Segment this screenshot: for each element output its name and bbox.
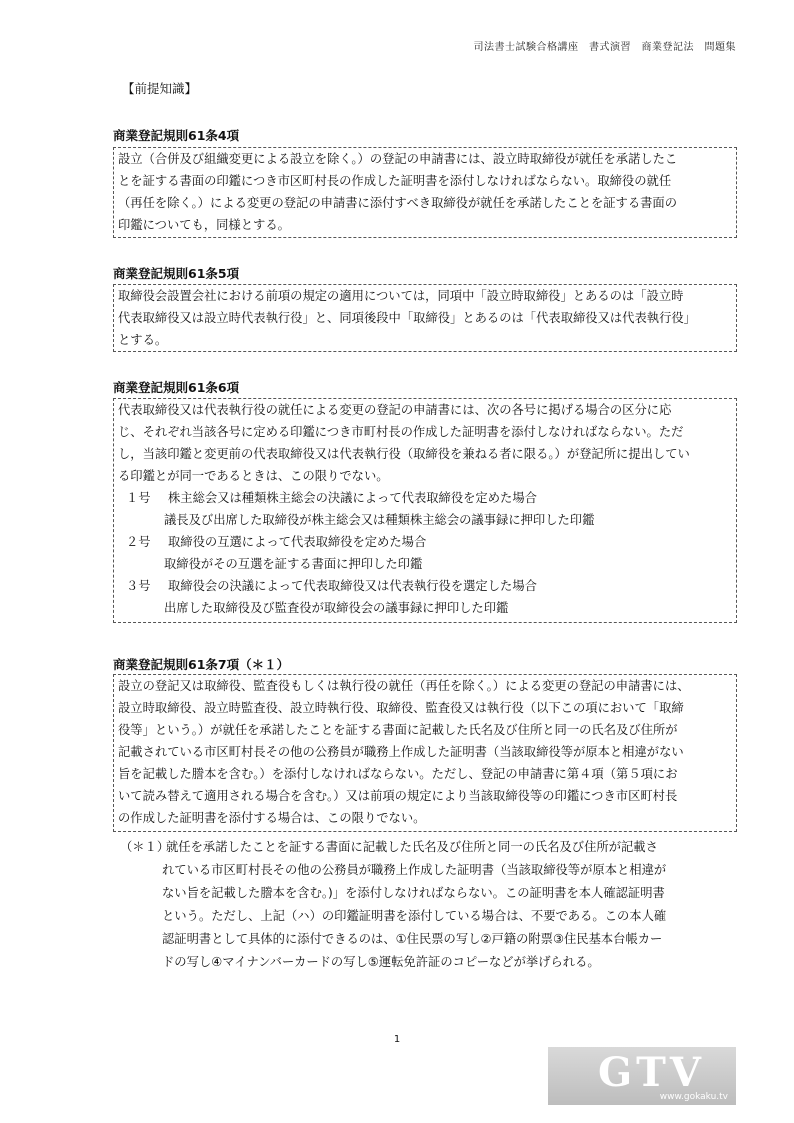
rule-line: る印鑑とが同一であるときは、この限りでない。	[118, 469, 389, 483]
rule-item	[118, 487, 732, 509]
section-label: 【前提知識】	[122, 81, 198, 96]
footnote-line: 認証明書として具体的に添付できるのは、①住民票の写し②戸籍の附票③住民基本台帳カー	[162, 932, 663, 946]
rule-line: し，当該印鑑と変更前の代表取締役又は代表執行役（取締役を兼ねる者に限る。）が登記所に提出してい	[118, 447, 690, 461]
footnote-text: 就任を承諾したことを証する書面に記載した氏名及び住所と同一の氏名及び住所が記載さ	[166, 840, 658, 854]
rule-box-61-7	[113, 674, 737, 832]
rule-line: 役等」という。）が就任を承諾したことを証する書面に記載した氏名及び住所と同一の氏名及び住所が	[118, 723, 678, 737]
gtv-logo	[548, 1047, 736, 1105]
footnote	[120, 836, 740, 974]
rule-line: 設立時取締役、設立時監査役、設立時執行役、取締役、監査役又は執行役（以下この項において「取締	[118, 701, 684, 715]
rule-box-61-6	[113, 398, 737, 623]
rule-line: じ、それぞれ当該各号に定める印鑑につき市町村長の作成した証明書を添付しなければならない。ただ	[118, 425, 684, 439]
rule-item	[118, 531, 732, 553]
rule-item-sub: 議長及び出席した取締役が株主総会又は種類株主総会の議事録に押印した印鑑	[164, 513, 595, 527]
rule-line: 記載されている市区町村長その他の公務員が職務上作成した証明書（当該取締役等が原本と相違がない	[118, 745, 684, 759]
logo-url: www.gokaku.tv	[659, 1092, 728, 1102]
rule-line: （再任を除く。）による変更の登記の申請書に添付すべき取締役が就任を承諾したことを証する書面の	[118, 196, 678, 210]
page-header: 司法書士試験合格講座 書式演習 商業登記法 問題集	[473, 42, 736, 53]
page-number: 1	[393, 1034, 401, 1045]
footnote-line: ドの写し④マイナンバーカードの写し⑤運転免許証のコピーなどが挙げられる。	[162, 955, 600, 969]
rule-item-sub: 出席した取締役及び監査役が取締役会の議事録に押印した印鑑	[164, 601, 509, 615]
item-text: 株主総会又は種類株主総会の決議によって代表取締役を定めた場合	[168, 491, 537, 505]
rule-item-sub: 取締役がその互選を証する書面に押印した印鑑	[164, 557, 423, 571]
item-text: 取締役の互選によって代表取締役を定めた場合	[168, 535, 427, 549]
rule-line: 設立（合併及び組織変更による設立を除く。）の登記の申請書には、設立時取締役が就任を承諾したこ	[118, 152, 678, 166]
footnote-line: れている市区町村長その他の公務員が職務上作成した証明書（当該取締役等が原本と相違が	[162, 863, 667, 877]
rule-line: いて読み替えて適用される場合を含む。）又は前項の規定により当該取締役等の印鑑につき市区町村長	[118, 789, 678, 803]
footnote-line: ない旨を記載した謄本を含む。)」を添付しなければならない。この証明書を本人確認証明書	[162, 886, 665, 900]
rule-line: 旨を記載した謄本を含む。）を添付しなければならない。ただし、登記の申請書に第４項（第５項にお	[118, 767, 678, 781]
item-number: ３号	[126, 579, 151, 593]
rule-item	[118, 575, 732, 597]
rule-line: の作成した証明書を添付する場合は、この限りでない。	[118, 811, 426, 825]
rule-line: とする。	[118, 333, 168, 347]
footnote-line: という。ただし、上記（ハ）の印鑑証明書を添付している場合は、不要である。この本人確	[162, 909, 667, 923]
rule-box-61-4	[113, 147, 737, 238]
rule-line: 代表取締役又は代表執行役の就任による変更の登記の申請書には、次の各号に掲げる場合の区分に応	[118, 403, 672, 417]
rule-box-61-5	[113, 284, 737, 352]
item-number: ２号	[126, 535, 151, 549]
footnote-line	[120, 836, 740, 859]
rule-line: 印鑑についても，同様とする。	[118, 218, 290, 232]
rule-title-61-4: 商業登記規則61条4項	[113, 128, 240, 143]
rule-title-61-7: 商業登記規則61条7項（＊１）	[113, 657, 290, 672]
item-text: 取締役会の決議によって代表取締役又は代表執行役を選定した場合	[168, 579, 537, 593]
rule-title-61-6: 商業登記規則61条6項	[113, 380, 240, 395]
logo-mark: GTV	[598, 1049, 705, 1096]
footnote-mark: （＊１）	[120, 840, 170, 854]
rule-line: 代表取締役又は設立時代表執行役」と、同項後段中「取締役」とあるのは「代表取締役又は代表執行役」	[118, 311, 696, 325]
item-number: １号	[126, 491, 151, 505]
rule-line: 設立の登記又は取締役、監査役もしくは執行役の就任（再任を除く。）による変更の登記の申請書には、	[118, 679, 690, 693]
rule-title-61-5: 商業登記規則61条5項	[113, 266, 240, 281]
rule-line: とを証する書面の印鑑につき市区町村長の作成した証明書を添付しなければならない。取締役の就任	[118, 174, 672, 188]
rule-line: 取締役会設置会社における前項の規定の適用については，同項中「設立時取締役」とあるのは「設立時	[118, 289, 684, 303]
